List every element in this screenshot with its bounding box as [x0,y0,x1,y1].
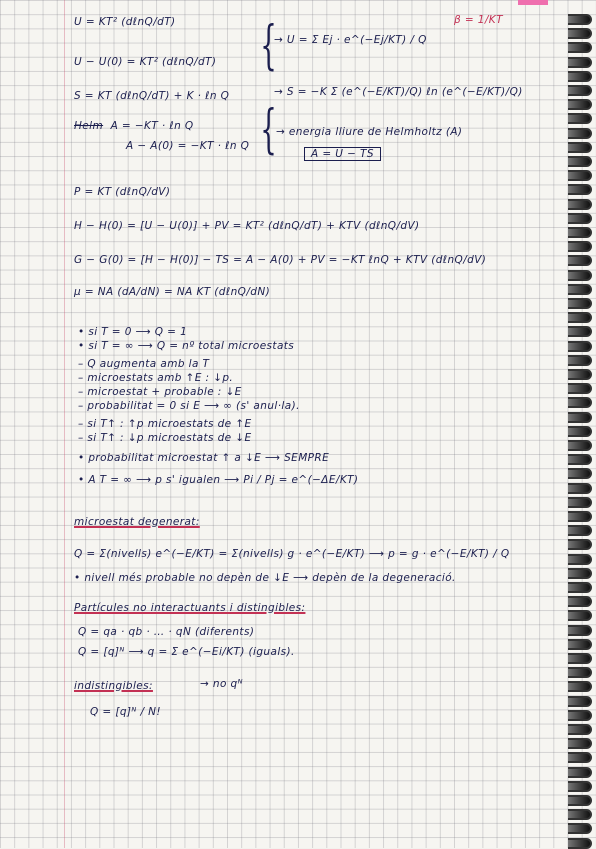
spiral-ring [568,284,592,295]
bullet-high-e: – microestats amb ↑E : ↓p. [78,372,234,384]
spiral-ring [568,241,592,252]
spiral-ring [568,781,592,792]
spiral-ring [568,596,592,607]
spiral-ring [568,142,592,153]
spiral-ring [568,653,592,664]
bullet-probability-zero: – probabilitat = 0 si E ⟶ ∞ (s' anul·la). [78,400,300,412]
eq-degenerate: Q = Σ(nivells) e^(−E/KT) = Σ(nivells) g · e^(−E/KT) ⟶ p = g · e^(−E/KT) / Q [74,548,510,560]
spiral-ring [568,724,592,735]
spiral-ring [568,525,592,536]
spiral-ring [568,383,592,394]
helmholtz-label: → energia lliure de Helmholtz (A) [276,126,463,138]
spiral-ring [568,113,592,124]
margin-line [64,0,65,848]
bullet-t-up-1: – si T↑ : ↑p microestats de ↑E [78,418,252,430]
eq-entropy: S = KT (dℓnQ/dT) + K · ℓn Q [74,90,230,102]
spiral-ring [568,99,592,110]
spiral-ring [568,255,592,266]
eq-entropy-sum: → S = −K Σ (e^(−E/KT)/Q) ℓn (e^(−E/KT)/Q) [274,86,523,98]
eq-internal-energy-ref: U − U(0) = KT² (dℓnQ/dT) [74,56,217,68]
spiral-ring [568,497,592,508]
spiral-ring [568,71,592,82]
eq-gibbs: G − G(0) = [H − H(0)] − TS = A − A(0) + PV = −KT ℓnQ + KTV (dℓnQ/dV) [74,254,487,266]
spiral-ring [568,681,592,692]
spiral-ring [568,511,592,522]
bullet-q-increases: – Q augmenta amb la T [78,358,210,370]
bullet-always: • probabilitat microestat ↑ a ↓E ⟶ SEMPRE [78,452,330,464]
spiral-ring [568,554,592,565]
spiral-ring [568,412,592,423]
spiral-ring [568,426,592,437]
spiral-ring [568,270,592,281]
bullet-t-infinite: • si T = ∞ ⟶ Q = nº total microestats [78,340,295,352]
spiral-ring [568,199,592,210]
spiral-ring [568,710,592,721]
spiral-ring [568,483,592,494]
spiral-binding [566,0,596,848]
struck-word: Helm [74,120,104,132]
spiral-ring [568,582,592,593]
spiral-ring [568,809,592,820]
spiral-ring [568,326,592,337]
spiral-ring [568,795,592,806]
pink-tab [518,0,548,5]
eq-internal-energy: U = KT² (dℓnQ/dT) [74,16,176,28]
spiral-ring [568,369,592,380]
helmholtz-box [304,148,381,160]
eq-helmholtz-ref: A − A(0) = −KT · ℓn Q [126,140,250,152]
spiral-ring [568,440,592,451]
bullet-t-zero: • si T = 0 ⟶ Q = 1 [78,326,188,338]
spiral-ring [568,128,592,139]
spiral-ring [568,738,592,749]
heading-particles: Partícules no interactuants i distingibles: [74,602,306,614]
spiral-ring [568,355,592,366]
spiral-ring [568,696,592,707]
spiral-ring [568,568,592,579]
spiral-ring [568,14,592,25]
spiral-ring [568,667,592,678]
spiral-ring [568,341,592,352]
bullet-equalize: • A T = ∞ ⟶ p s' igualen ⟶ Pi / Pj = e^(−ΔE/KT) [78,474,359,486]
brace-1: { [260,16,277,76]
boxed-equation: A = U − TS [304,147,381,161]
spiral-ring [568,156,592,167]
heading-degenerate: microestat degenerat: [74,516,200,528]
heading-indistinguishable: indistingibles: [74,680,153,692]
spiral-ring [568,823,592,834]
bullet-probable: – microestat + probable : ↓E [78,386,242,398]
spiral-ring [568,610,592,621]
spiral-ring [568,454,592,465]
beta-definition: β = 1/KT [454,14,503,26]
spiral-ring [568,468,592,479]
spiral-ring [568,397,592,408]
spiral-ring [568,838,592,849]
brace-2: { [260,100,277,160]
eq-pressure: P = KT (dℓnQ/dV) [74,186,171,198]
spiral-ring [568,312,592,323]
spiral-ring [568,213,592,224]
spiral-ring [568,539,592,550]
note-most-probable: • nivell més probable no depèn de ↓E ⟶ depèn de la degeneració. [74,572,456,584]
spiral-ring [568,85,592,96]
spiral-ring [568,57,592,68]
eq-indistinguishable: Q = [q]ᴺ / N! [90,706,162,718]
spiral-ring [568,298,592,309]
spiral-ring [568,28,592,39]
spiral-ring [568,767,592,778]
spiral-ring [568,752,592,763]
note-not-qn: → no qᴺ [200,678,243,690]
eq-enthalpy: H − H(0) = [U − U(0)] + PV = KT² (dℓnQ/dT) + KTV (dℓnQ/dV) [74,220,420,232]
eq-identical: Q = [q]ᴺ ⟶ q = Σ e^(−Ei/KT) (iguals). [78,646,295,658]
eq-helmholtz [74,120,194,132]
spiral-ring [568,227,592,238]
spiral-ring [568,170,592,181]
spiral-ring [568,42,592,53]
bullet-t-up-2: – si T↑ : ↓p microestats de ↓E [78,432,252,444]
spiral-ring [568,639,592,650]
spiral-ring [568,625,592,636]
spiral-ring [568,184,592,195]
eq-helmholtz-text: A = −KT · ℓn Q [110,120,194,132]
eq-energy-sum: → U = Σ Ej · e^(−Ej/KT) / Q [274,34,427,46]
eq-different: Q = qa · qb · … · qN (diferents) [78,626,255,638]
eq-chemical-potential: μ = NA (dA/dN) = NA KT (dℓnQ/dN) [74,286,271,298]
